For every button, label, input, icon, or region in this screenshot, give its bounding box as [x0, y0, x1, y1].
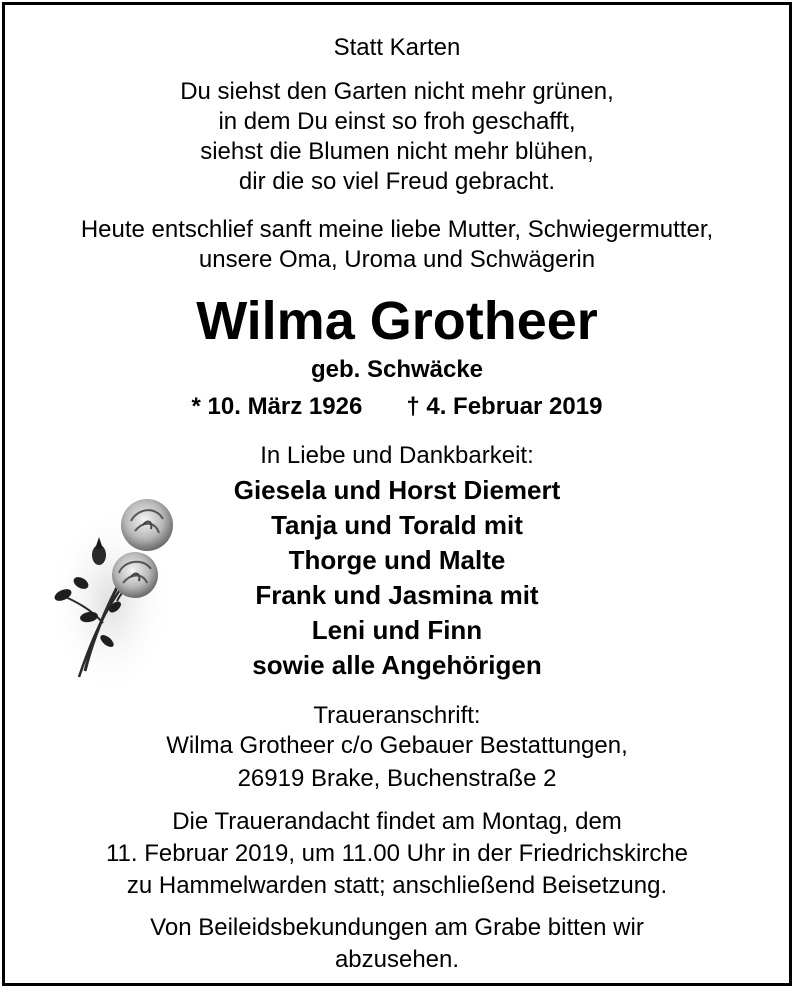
mourners-intro: In Liebe und Dankbarkeit: — [260, 442, 534, 469]
deceased-name: Wilma Grotheer — [196, 291, 598, 351]
mourner-line: Leni und Finn — [311, 615, 483, 645]
obituary-notice — [2, 2, 792, 986]
intro-line: Heute entschlief sanft meine liebe Mutter, Schwiegermutter, — [80, 216, 714, 243]
poem-line: in dem Du einst so froh geschafft, — [218, 108, 576, 135]
death-date: † 4. Februar 2019 — [406, 393, 603, 420]
intro-line: unsere Oma, Uroma und Schwägerin — [198, 246, 596, 273]
rose-illustration — [51, 491, 183, 691]
mourner-line: Frank und Jasmina mit — [255, 580, 539, 610]
mourner-line: Giesela und Horst Diemert — [233, 475, 561, 505]
service-line: 11. Februar 2019, um 11.00 Uhr in der Friedrichskirche — [105, 840, 689, 867]
service-line: Die Trauerandacht findet am Montag, dem — [172, 808, 622, 835]
poem-line: Du siehst den Garten nicht mehr grünen, — [180, 78, 614, 105]
header-text: Statt Karten — [333, 34, 461, 61]
mourner-line: sowie alle Angehörigen — [252, 650, 542, 680]
birth-date: * 10. März 1926 — [191, 393, 363, 420]
address-heading: Traueranschrift: — [313, 702, 481, 729]
mourner-line: Tanja und Torald mit — [271, 510, 523, 540]
poem-line: dir die so viel Freud gebracht. — [238, 168, 556, 195]
poem-line: siehst die Blumen nicht mehr blühen, — [200, 138, 594, 165]
mourner-line: Thorge und Malte — [288, 545, 506, 575]
service-line: zu Hammelwarden statt; anschließend Beisetzung. — [126, 872, 668, 899]
maiden-name: geb. Schwäcke — [310, 356, 484, 383]
closing-line: abzusehen. — [334, 946, 460, 973]
address-line: 26919 Brake, Buchenstraße 2 — [237, 765, 557, 792]
address-line: Wilma Grotheer c/o Gebauer Bestattungen, — [166, 732, 628, 759]
closing-line: Von Beileidsbekundungen am Grabe bitten wir — [150, 914, 644, 941]
life-dates — [5, 392, 789, 422]
